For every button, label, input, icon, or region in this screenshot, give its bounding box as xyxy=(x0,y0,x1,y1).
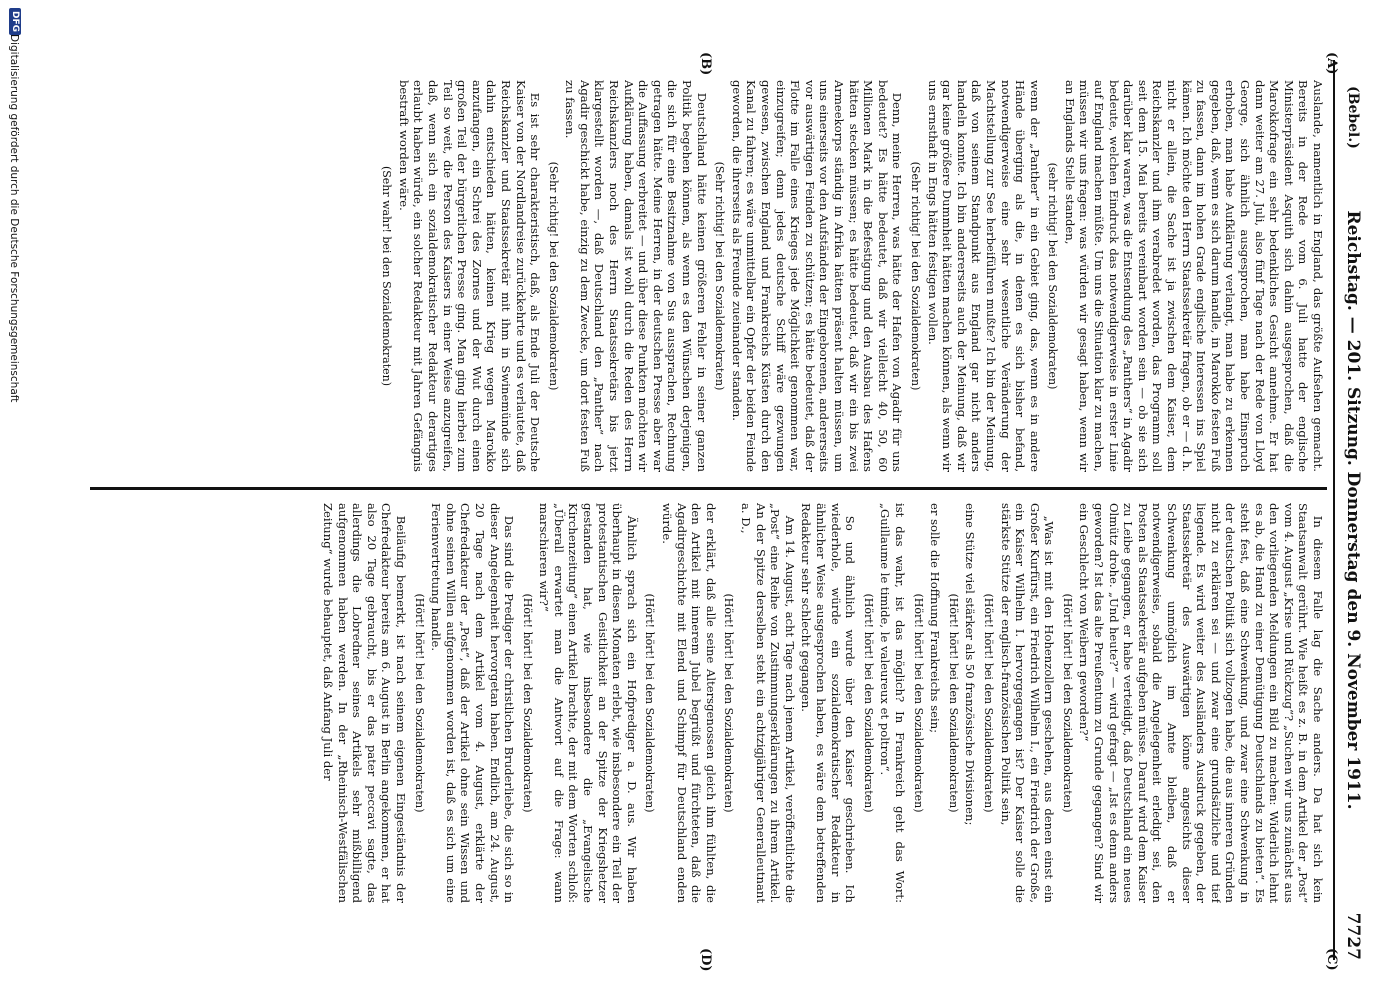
interjection: (Hört! hört! bei den Sozialdemokraten) xyxy=(412,593,426,813)
interjection: (Hört! hört! bei den Sozialdemokraten) xyxy=(1060,593,1074,813)
page-number: 7727 xyxy=(1343,912,1363,960)
dfg-logo-icon: DFG xyxy=(9,8,21,35)
paragraph: „Was ist mit den Hohenzollern geschehen, aus denen einst ein Großer Kurfürst, ein Friedrich Wilhelm I., ein Friedrich der Große, ein Kaiser Wilhelm I. hervorgegangen ist? Der Kaiser solle die stärkste Stütze der englisch-französischen Politik sein, xyxy=(998,503,1057,903)
paragraph: In diesem Falle lag die Sache anders. Da hat sich kein Staatsanwalt gerührt. Wie heißt es z. B. in dem Artikel der „Post“ vom 4. August „Krise und Rückzug“? „Suchen wir uns zunächst aus den vorliegenden Meldungen ein Bild zu machen: Widerlich lehnt es ab, die Hand zu einer Demütigung Deutschlands zu bieten“. Es steht fest, daß eine Schwenkung, und zwar eine Schwenkung in der deutschen Politik sich vollzogen habe, die aus inneren Gründen nicht zu erklären sei — und zwar eine grundsätzliche und tief liegende. Es wird weiter des Ausländers Ausdruck gegeben, der Staatssekretär des Auswärtigen könne angesichts dieser Schwenkung unmöglich im Amte bleiben, daß er notwendigerweise, sobald die Angelegenheit erledigt sei, den Posten als Staatssekretär aufgeben müsse. Darauf wird dem Kaiser zu Leibe gegangen, er habe verteidigt, daß Deutschland ein neues Olmütz drohe. „Und heute?“ — wird gefragt — „Ist es denn anders geworden? Ist das alte Preußentum zu Grunde gegangen? Sind wir ein Geschlecht von Weibern geworden?“ xyxy=(1077,503,1325,903)
paragraph: ist das wahr, ist das möglich? In Frankreich geht das Wort: „Guillaume le timide, le valeureux et poltron“. xyxy=(878,503,907,903)
margin-mark-d: (D) xyxy=(698,948,713,972)
paragraph: Denn, meine Herren, was hätte der Hafen von Agadir für uns bedeutet? Es hätte bedeutet, daß wir vielleicht 40, 50, 60 Millionen Mark in die Befestigung und den Ausbau des Hafens hätten stecken müssen; es hätte bedeutet, daß wir ein bis zwei Armeekorps ständig in Afrika hätten präsent halten müssen, um uns einerseits vor den Aufständen der Eingeborenen, andererseits vor auswärtigen Feinden zu schützen; es hätte bedeutet, daß der Flotte im Falle eines Krieges jede Möglichkeit genommen war, einzugreifen; denn jedes deutsche Schiff wäre gezwungen gewesen, zwischen England und Frankreichs Küsten durch den Kanal zu fahren; es wäre unmittelbar ein Opfer der beiden Feinde geworden, die ihrerseits als Freunde zueinander standen. xyxy=(729,80,905,472)
digitization-credit: Digitalisierung gefördert durch die Deutsche Forschungsgemeinschaft xyxy=(8,34,20,403)
interjection: (Hört! hört! bei den Sozialdemokraten) xyxy=(722,593,736,813)
paragraph: Das sind die Prediger der christlichen Bruderliebe, die sich so in dieser Angelegenheit hervorgetan haben. Endlich, am 24. August, 20 Tage nach dem Artikel vom 4. August, erklärte der Chefredakteur der „Post“, daß der Artikel ohne sein Wissen und ohne seinen Willen aufgenommen worden ist, daß es sich um eine Ferienvertretung handle. xyxy=(429,503,517,903)
interjection: (Sehr wahr! bei den Sozialdemokraten) xyxy=(380,165,394,387)
paragraph: er solle die Hoffnung Frankreichs sein; xyxy=(928,503,943,734)
paragraph: Beiläufig bemerkt, ist nach seinem eigenen Eingeständnis der Chefredakteur bereits am 6. August in Berlin angekommen, er hat also 20 Tage gebraucht, bis er das pater peccavi sagte, das allerdings die Lobredner seines Artikels sehr mißbilligend aufgenommen haben werden. In der „Rheinisch-Westfälischen Zeitung“ wurde behauptet, daß Anfang Juli der xyxy=(321,503,408,903)
interjection: (Hört! hört! bei den Sozialdemokraten) xyxy=(643,593,657,813)
interjection: (Hört! hört! bei den Sozialdemokraten) xyxy=(981,593,995,813)
paragraph: Ähnlich sprach sich ein Hofprediger a. D. aus. Wir haben überhaupt in diesen Monaten erlebt, wie insbesondere ein Teil der protestantischen Geistlichkeit an der Spitze der Kriegshetzer gestanden hat, wie insbesondere die „Evangelische Kirchenzeitung“ einen Artikel brachte, der mit dem Worten schloß: „Überall erwartet man die Antwort auf die Frage: wann marschieren wir?“ xyxy=(537,503,639,903)
paragraph: Auslande, namentlich in England, das größte Aufsehen gemacht. Bereits in der Rede vom 6. Juli hatte der englische Ministerpräsident Asquith sich dahin ausgesprochen, daß die Marokkofrage ein sehr bedenkliches Gesicht annehme. Er hat dann weiter am 27. Juli, also fünf Tage nach der Rede von Lloyd George, sich ähnlich ausgesprochen, man habe Einspruch erhoben, man habe Aufklärung verlangt, man habe zu erkennen gegeben, daß, wenn es sich darum handle, in Marokko festen Fuß zu fassen, dann im hohen Grade englische Interessen ins Spiel kämen. Ich möchte den Herrn Staatssekretär fragen, ob er — d. h. nicht er allein, die Sache ist ja zwischen dem Kaiser, dem Reichskanzler und ihm verabredet worden, das Programm soll seit dem 15. Mai bereits vereinbart worden sein — ob sie sich darüber klar waren, was die Entsendung des „Panthers“ in Agadir bedeute, welchen Eindruck das notwendigerweise in erster Linie auf England machen müßte. Um uns die Situation klar zu machen, müssen wir uns fragen: was würden wir gesagt haben, wenn wir an Englands Stelle standen, xyxy=(1062,80,1325,472)
paragraph: Es ist sehr charakteristisch, daß, als Ende Juli der Deutsche Kaiser von der Nordlandreise zurückkehrte und es verlautete, daß Reichskanzler und Staatssekretär mit ihm in Swinemünde sich dahin entschieden hätten, keinen Krieg wegen Marokko anzufangen, ein Schrei des Zornes und der Wut durch einen großen Teil der bürgerlichen Presse ging. Man ging hierbei zum Teil so weit, die Person des Kaisers in einer Weise anzugreifen, daß, wenn sich ein sozialdemokratischer Redakteur derartiges erlaubt haben würde, ein solcher Redakteur mit Jahren Gefängnis bestraft worden wäre. xyxy=(396,80,543,472)
interjection: (Hört! hört! bei den Sozialdemokraten) xyxy=(861,593,875,813)
digitization-footer xyxy=(6,0,20,1000)
paragraph: Deutschland hätte keinen größeren Fehler in seiner ganzen Politik begehen können, als wenn es den Wünschen derjenigen, die sich für eine Besitznahme von Sus aussprachen, Rechnung getragen hätte. Meine Herren, in der deutschen Presse aber war die Auffassung verbreitet — und über diese Punkten möchten wir Aufklärung haben, damals ist wohl durch die Reden des Herrn Reichskanzlers noch des Herrn Staatssekretärs bis jetzt klargestellt worden —, daß Deutschland den „Panther“ nach Agadir geschickt habe, einzig zu dem Zwecke, um dort festen Fuß zu fassen. xyxy=(563,80,709,472)
paragraph: wenn der „Panther“ in ein Gebiet ging, das, wenn es in andere Hände überging als die, in denen es sich bisher befand, notwendigerweise eine sehr wesentliche Veränderung der Machtstellung zur See herbeiführen mußte? Ich bin der Meinung, daß von seinem Standpunkt aus England gar nicht anders handeln konnte. Ich bin andererseits auch der Meinung, daß wir gar keine größere Dummheit hätten machen können, als wenn wir uns ernsthaft in Engs hätten festigen wollen. xyxy=(925,80,1042,472)
column-divider xyxy=(90,487,1327,490)
speaker-label: (Bebel.) xyxy=(1345,86,1361,149)
right-text-column xyxy=(78,503,1325,903)
margin-mark-b: (B) xyxy=(698,52,713,76)
interjection: (Hört! hört! bei den Sozialdemokraten) xyxy=(946,593,960,813)
interjection: (Hört! hört! bei den Sozialdemokraten) xyxy=(911,593,925,813)
page-title: Reichstag. — 201. Sitzung. Donnerstag den 9. November 1911. xyxy=(1343,210,1363,810)
interjection: (Sehr richtig! bei den Sozialdemokraten) xyxy=(546,161,560,391)
margin-mark-c: (C) xyxy=(1324,948,1339,971)
paragraph: der erklärt, daß alle seine Altersgenossen gleich ihm fühlten, die den Artikel mit innerem Jubel begrüßt und fürchteten, daß die Agadirgeschichte mit Elend und Schimpf für Deutschland enden würde. xyxy=(660,503,718,903)
interjection: (Hört! hört! bei den Sozialdemokraten) xyxy=(520,593,534,813)
margin-mark-a: (A) xyxy=(1324,52,1339,75)
page-header xyxy=(1333,60,1365,960)
interjection: (sehr richtig! bei den Sozialdemokraten) xyxy=(1046,162,1060,390)
paragraph: eine Stütze viel stärker als 50 französische Divisionen; xyxy=(963,503,978,826)
paragraph: So und ähnlich wurde über den Kaiser geschrieben. Ich wiederhole, würde ein sozialdemokratischer Redakteur in ähnlicher Weise ausgesprochen haben, es wäre dem betreffenden Redakteur sehr schlecht gegangen. xyxy=(799,503,858,903)
interjection: (Sehr richtig! bei den Sozialdemokraten) xyxy=(713,161,727,391)
paragraph: Am 14. August, acht Tage nach jenem Artikel, veröffentlichte die „Post“ eine Reihe von Zustimmungserklärungen zu ihrem Artikel. An der Spitze derselben steht ein achtzigjähriger Generalleutnant a. D., xyxy=(739,503,797,903)
left-text-column xyxy=(78,80,1325,472)
interjection: (Sehr richtig! bei den Sozialdemokraten) xyxy=(908,161,922,391)
